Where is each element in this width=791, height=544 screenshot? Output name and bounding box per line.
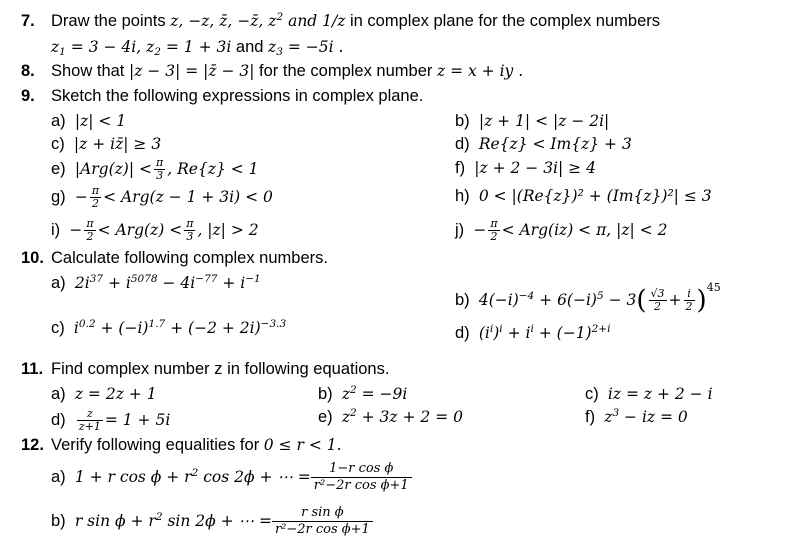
problem-number: 7. bbox=[21, 12, 35, 30]
fraction: $\frac{\pi}{2}$ bbox=[86, 217, 94, 243]
problem-8: 8. Show that |z − 3| = |z̄ − 3| for the complex number z = x + iy . bbox=[21, 62, 524, 80]
fraction: $\frac{\text{1−r cos ϕ}}{\text{r²−2r cos ϕ+1}}$ bbox=[311, 461, 412, 494]
problem-7-line-1 bbox=[21, 10, 660, 32]
problem-11a: a) z = 2z + 1 bbox=[51, 385, 157, 403]
problem-10d: d) $(i^i)^i + i^i + (-1)^{2+i}$ bbox=[455, 323, 611, 342]
text: and bbox=[235, 38, 264, 56]
problem-number: 10. bbox=[21, 249, 44, 267]
problem-9-title: 9. Sketch the following expressions in complex plane. bbox=[21, 87, 424, 105]
problem-7-line-2 bbox=[51, 36, 343, 58]
fraction: $\frac{z}{z+1}$ bbox=[78, 407, 101, 433]
fraction: $\frac{\pi}{2}$ bbox=[490, 217, 498, 243]
problem-11e: e) $z^2 + 3z + 2 = 0$ bbox=[318, 407, 463, 426]
math: $z_1 = 3 - 4i$, $z_2 = 1 + 3i$ bbox=[51, 38, 232, 58]
fraction: $\frac{\pi}{2}$ bbox=[91, 184, 100, 210]
fraction: $\frac{√3}{2}$ bbox=[650, 287, 665, 313]
math: 0 ≤ r < 1. bbox=[263, 436, 342, 454]
problem-10-title: 10. Calculate following complex numbers. bbox=[21, 249, 328, 267]
text: Draw the points bbox=[51, 12, 166, 30]
problem-10b: b) $4(-i)^{-4} + 6(-i)^5 - 3$( $\frac{√3}{2}$ + $\frac{i}{2}$ )$^{45}$ bbox=[455, 280, 721, 316]
problem-number: 12. bbox=[21, 436, 44, 454]
problem-number: 11. bbox=[21, 360, 44, 378]
problem-11c: c) iz = z + 2 − i bbox=[585, 385, 713, 403]
problem-9e: e) |Arg(z)| < $\frac{\pi}{3}$ , Re{z} < 1 bbox=[51, 156, 259, 182]
problem-10c: c) $i^{0.2} + (-i)^{1.7} + (-2 + 2i)^{-3.3}$ bbox=[51, 318, 287, 337]
problem-11f: f) $z^3$ − iz = 0 bbox=[585, 407, 688, 426]
problem-12b: b) r $\sin \phi + r^2$ sin 2ϕ + ⋯ = $\frac{\text{r sin ϕ}}{\text{r²−2r cos ϕ+1}}$ bbox=[51, 505, 373, 538]
fraction: $\frac{\pi}{3}$ bbox=[156, 156, 164, 182]
math: z = x + iy . bbox=[436, 62, 524, 80]
fraction: $\frac{\text{r sin ϕ}}{\text{r²−2r cos ϕ+1}}$ bbox=[272, 505, 373, 538]
problem-9c: c) |z + iz̄| ≥ 3 bbox=[51, 135, 162, 153]
problem-9g: g) − $\frac{\pi}{2}$ < Arg(z − 1 + 3i) < 0 bbox=[51, 184, 273, 210]
problem-9a: a) |z| < 1 bbox=[51, 112, 127, 130]
problem-number: 9. bbox=[21, 87, 35, 105]
fraction: $\frac{i}{2}$ bbox=[685, 287, 693, 313]
text: in complex plane for the complex numbers bbox=[350, 12, 660, 30]
problem-12a: a) 1 + r $\cos \phi + r^2$ cos 2ϕ + ⋯ = $\frac{\text{1−r cos ϕ}}{\text{r²−2r cos ϕ+1}}$ bbox=[51, 461, 412, 494]
problem-12-title: 12. Verify following equalities for 0 ≤ r < 1. bbox=[21, 436, 342, 454]
problem-9i: i) − $\frac{\pi}{2}$ < Arg(z) < $\frac{\pi}{3}$ , |z| > 2 bbox=[51, 217, 259, 243]
problem-9j: j) − $\frac{\pi}{2}$ < Arg(iz) < π, |z| < 2 bbox=[455, 217, 668, 243]
math: $z_3 = -5i$ . bbox=[268, 38, 344, 58]
math: z, −z, z̄, −z̄, $z^2$ and 1/z bbox=[170, 11, 346, 30]
problem-9h: h) 0 < |(Re{z})² + (Im{z})²| ≤ 3 bbox=[455, 187, 712, 205]
problem-number: 8. bbox=[21, 62, 35, 80]
fraction: $\frac{\pi}{3}$ bbox=[186, 217, 194, 243]
problem-10a: a) $2i^{37} + i^{5078} - 4i^{-77} + i^{-1}$ bbox=[51, 273, 261, 292]
problem-9d: d) Re{z} < Im{z} + 3 bbox=[455, 135, 632, 153]
problem-11d: d) $\frac{z}{z+1}$ = 1 + 5i bbox=[51, 407, 171, 433]
problem-9b: b) |z + 1| < |z − 2i| bbox=[455, 112, 610, 130]
problem-11b: b) $z^2 = -9i$ bbox=[318, 384, 408, 403]
math: |z − 3| = |z̄ − 3| bbox=[128, 62, 255, 80]
problem-11-title: 11. Find complex number z in following equations. bbox=[21, 360, 390, 378]
problem-9f: f) |z + 2 − 3i| ≥ 4 bbox=[455, 159, 596, 177]
